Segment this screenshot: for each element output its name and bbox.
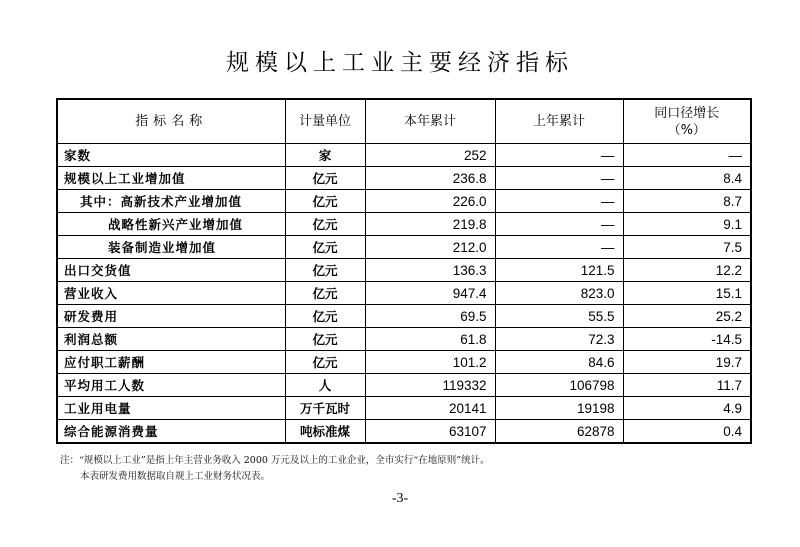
previous-total-cell: 84.6	[495, 351, 623, 374]
current-total-cell: 947.4	[365, 282, 495, 305]
growth-cell: -14.5	[623, 328, 751, 351]
table-row	[57, 213, 751, 236]
unit-cell: 万千瓦时	[285, 397, 365, 420]
table-row	[57, 420, 751, 444]
growth-cell: 7.5	[623, 236, 751, 259]
unit-cell: 亿元	[285, 351, 365, 374]
unit-cell: 吨标准煤	[285, 420, 365, 444]
unit-cell: 亿元	[285, 190, 365, 213]
unit-cell: 亿元	[285, 213, 365, 236]
footnote-rd-source: 本表研发费用数据取自规上工业财务状况表。	[80, 471, 271, 482]
header-current-total: 本年累计	[365, 99, 495, 144]
growth-cell: 0.4	[623, 420, 751, 444]
page-number: -3-	[391, 491, 409, 506]
indicator-name-cell: 综合能源消费量	[57, 420, 285, 444]
growth-cell: 4.9	[623, 397, 751, 420]
header-growth-label: 同口径增长	[654, 105, 720, 121]
unit-cell: 亿元	[285, 236, 365, 259]
current-total-cell: 69.5	[365, 305, 495, 328]
indicator-name-cell: 家数	[57, 144, 285, 167]
current-total-cell: 61.8	[365, 328, 495, 351]
growth-cell: 9.1	[623, 213, 751, 236]
unit-cell: 亿元	[285, 328, 365, 351]
growth-cell: 12.2	[623, 259, 751, 282]
previous-total-cell: —	[495, 213, 623, 236]
indicator-name-cell: 出口交货值	[57, 259, 285, 282]
current-total-cell: 20141	[365, 397, 495, 420]
growth-cell: 8.4	[623, 167, 751, 190]
growth-cell: 8.7	[623, 190, 751, 213]
indicator-name-cell: 平均用工人数	[57, 374, 285, 397]
previous-total-cell: 106798	[495, 374, 623, 397]
previous-total-cell: 823.0	[495, 282, 623, 305]
current-total-cell: 63107	[365, 420, 495, 444]
table-row	[57, 282, 751, 305]
unit-cell: 亿元	[285, 282, 365, 305]
growth-cell: 25.2	[623, 305, 751, 328]
previous-total-cell: 72.3	[495, 328, 623, 351]
unit-cell: 亿元	[285, 167, 365, 190]
previous-total-cell: 19198	[495, 397, 623, 420]
current-total-cell: 226.0	[365, 190, 495, 213]
growth-cell: 15.1	[623, 282, 751, 305]
indicator-name-cell: 其中：高新技术产业增加值	[57, 190, 285, 213]
unit-cell: 人	[285, 374, 365, 397]
table-row	[57, 190, 751, 213]
previous-total-cell: 121.5	[495, 259, 623, 282]
table-header-row	[57, 99, 751, 144]
page-title: 规模以上工业主要经济指标	[226, 50, 574, 76]
indicator-name-cell: 规模以上工业增加值	[57, 167, 285, 190]
table-body	[57, 144, 751, 444]
header-growth	[623, 99, 751, 144]
indicator-name-cell: 研发费用	[57, 305, 285, 328]
indicator-name-cell: 营业收入	[57, 282, 285, 305]
header-growth-unit: （%）	[667, 122, 706, 138]
current-total-cell: 252	[365, 144, 495, 167]
previous-total-cell: —	[495, 167, 623, 190]
growth-cell: 19.7	[623, 351, 751, 374]
previous-total-cell: 62878	[495, 420, 623, 444]
indicator-name-cell: 工业用电量	[57, 397, 285, 420]
table-row	[57, 328, 751, 351]
unit-cell: 家	[285, 144, 365, 167]
previous-total-cell: —	[495, 190, 623, 213]
current-total-cell: 119332	[365, 374, 495, 397]
header-unit: 计量单位	[285, 99, 365, 144]
current-total-cell: 101.2	[365, 351, 495, 374]
growth-cell: 11.7	[623, 374, 751, 397]
indicator-name-cell: 装备制造业增加值	[57, 236, 285, 259]
header-indicator-name: 指标名称	[57, 99, 285, 144]
current-total-cell: 219.8	[365, 213, 495, 236]
unit-cell: 亿元	[285, 259, 365, 282]
table-row	[57, 351, 751, 374]
table-row	[57, 144, 751, 167]
footnote-definition: 注：“规模以上工业”是指上年主营业务收入 2000 万元及以上的工业企业，全市实行“在地原则”统计。	[60, 455, 490, 466]
current-total-cell: 136.3	[365, 259, 495, 282]
table-row	[57, 167, 751, 190]
growth-cell: —	[623, 144, 751, 167]
current-total-cell: 212.0	[365, 236, 495, 259]
previous-total-cell: 55.5	[495, 305, 623, 328]
previous-total-cell: —	[495, 236, 623, 259]
header-previous-total: 上年累计	[495, 99, 623, 144]
table-row	[57, 397, 751, 420]
table-row	[57, 374, 751, 397]
table-row	[57, 259, 751, 282]
current-total-cell: 236.8	[365, 167, 495, 190]
table-row	[57, 236, 751, 259]
indicator-name-cell: 战略性新兴产业增加值	[57, 213, 285, 236]
indicators-table	[56, 98, 752, 444]
indicator-name-cell: 利润总额	[57, 328, 285, 351]
previous-total-cell: —	[495, 144, 623, 167]
indicator-name-cell: 应付职工薪酬	[57, 351, 285, 374]
unit-cell: 亿元	[285, 305, 365, 328]
table-row	[57, 305, 751, 328]
